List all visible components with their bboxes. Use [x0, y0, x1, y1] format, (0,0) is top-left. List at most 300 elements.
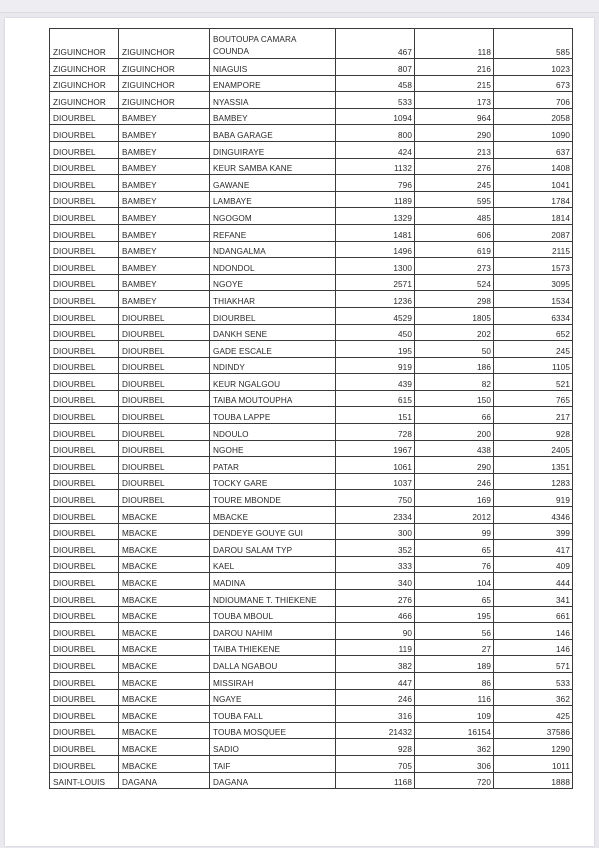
count-b-cell: 964 [415, 108, 494, 125]
count-b-cell: 606 [415, 224, 494, 241]
commune-cell: DAROU NAHIM [210, 623, 336, 640]
table-row [50, 490, 573, 507]
department-cell: BAMBEY [119, 241, 210, 258]
table-row [50, 341, 573, 358]
count-a-cell: 151 [336, 407, 415, 424]
commune-cell: DANKH SENE [210, 324, 336, 341]
count-a-cell: 705 [336, 755, 415, 772]
total-cell: 409 [494, 556, 573, 573]
count-a-cell: 1061 [336, 457, 415, 474]
table-row [50, 75, 573, 92]
commune-cell: DENDEYE GOUYE GUI [210, 523, 336, 540]
commune-cell: TOURE MBONDE [210, 490, 336, 507]
count-a-cell: 800 [336, 125, 415, 142]
count-b-cell: 215 [415, 75, 494, 92]
count-a-cell: 4529 [336, 307, 415, 324]
table-row [50, 507, 573, 524]
count-a-cell: 424 [336, 141, 415, 158]
count-a-cell: 447 [336, 672, 415, 689]
table-row [50, 390, 573, 407]
commune-cell: DINGUIRAYE [210, 141, 336, 158]
commune-cell: NDOULO [210, 424, 336, 441]
total-cell: 146 [494, 623, 573, 640]
commune-cell: TOCKY GARE [210, 473, 336, 490]
department-cell: MBACKE [119, 507, 210, 524]
table-row [50, 92, 573, 109]
count-b-cell: 186 [415, 357, 494, 374]
total-cell: 533 [494, 672, 573, 689]
region-cell: DIOURBEL [50, 623, 119, 640]
commune-cell: KEUR NGALGOU [210, 374, 336, 391]
table-row [50, 224, 573, 241]
region-cell: DIOURBEL [50, 523, 119, 540]
department-cell: BAMBEY [119, 224, 210, 241]
count-b-cell: 65 [415, 590, 494, 607]
commune-cell: NGOHE [210, 440, 336, 457]
commune-cell: DIOURBEL [210, 307, 336, 324]
count-b-cell: 306 [415, 755, 494, 772]
count-a-cell: 928 [336, 739, 415, 756]
commune-cell: NDONDOL [210, 258, 336, 275]
commune-cell: NGOGOM [210, 208, 336, 225]
count-a-cell: 195 [336, 341, 415, 358]
total-cell: 928 [494, 424, 573, 441]
count-b-cell: 619 [415, 241, 494, 258]
count-a-cell: 21432 [336, 722, 415, 739]
region-cell: DIOURBEL [50, 258, 119, 275]
count-a-cell: 2334 [336, 507, 415, 524]
commune-cell: REFANE [210, 224, 336, 241]
table-row [50, 175, 573, 192]
region-cell: DIOURBEL [50, 689, 119, 706]
table-row [50, 59, 573, 76]
region-cell: DIOURBEL [50, 590, 119, 607]
department-cell: DIOURBEL [119, 457, 210, 474]
total-cell: 4346 [494, 507, 573, 524]
commune-cell: KEUR SAMBA KANE [210, 158, 336, 175]
total-cell: 444 [494, 573, 573, 590]
total-cell: 417 [494, 540, 573, 557]
count-a-cell: 1481 [336, 224, 415, 241]
department-cell: DIOURBEL [119, 357, 210, 374]
department-cell: ZIGUINCHOR [119, 92, 210, 109]
commune-cell: MBACKE [210, 507, 336, 524]
count-b-cell: 16154 [415, 722, 494, 739]
commune-label: BOUTOUPA CAMARA COUNDA [213, 35, 297, 56]
table-row [50, 191, 573, 208]
department-cell: MBACKE [119, 556, 210, 573]
department-cell: MBACKE [119, 573, 210, 590]
count-b-cell: 216 [415, 59, 494, 76]
region-cell: DIOURBEL [50, 639, 119, 656]
table-row [50, 141, 573, 158]
department-cell: MBACKE [119, 590, 210, 607]
region-cell: DIOURBEL [50, 374, 119, 391]
count-a-cell: 316 [336, 706, 415, 723]
total-cell: 706 [494, 92, 573, 109]
table-row [50, 158, 573, 175]
table-row [50, 672, 573, 689]
count-a-cell: 300 [336, 523, 415, 540]
department-cell: MBACKE [119, 672, 210, 689]
department-cell: BAMBEY [119, 141, 210, 158]
table-row [50, 258, 573, 275]
region-cell: DIOURBEL [50, 341, 119, 358]
commune-cell: SADIO [210, 739, 336, 756]
department-cell: BAMBEY [119, 191, 210, 208]
department-cell: DIOURBEL [119, 390, 210, 407]
department-cell: BAMBEY [119, 158, 210, 175]
count-a-cell: 90 [336, 623, 415, 640]
department-cell: DIOURBEL [119, 374, 210, 391]
table-row [50, 540, 573, 557]
commune-cell: THIAKHAR [210, 291, 336, 308]
total-cell: 1573 [494, 258, 573, 275]
department-cell: DIOURBEL [119, 473, 210, 490]
commune-cell: NDANGALMA [210, 241, 336, 258]
count-b-cell: 595 [415, 191, 494, 208]
table-row [50, 556, 573, 573]
count-a-cell: 1189 [336, 191, 415, 208]
total-cell: 1408 [494, 158, 573, 175]
department-cell: BAMBEY [119, 108, 210, 125]
region-cell: DIOURBEL [50, 556, 119, 573]
total-cell: 6334 [494, 307, 573, 324]
count-b-cell: 290 [415, 125, 494, 142]
commune-cell: NYASSIA [210, 92, 336, 109]
count-b-cell: 273 [415, 258, 494, 275]
total-cell: 2058 [494, 108, 573, 125]
commune-cell: NGOYE [210, 274, 336, 291]
table-row [50, 772, 573, 789]
commune-cell: KAEL [210, 556, 336, 573]
department-cell: MBACKE [119, 639, 210, 656]
total-cell: 217 [494, 407, 573, 424]
table-row [50, 739, 573, 756]
commune-cell: TOUBA MOSQUEE [210, 722, 336, 739]
commune-cell: TAIBA THIEKENE [210, 639, 336, 656]
region-cell: DIOURBEL [50, 141, 119, 158]
commune-cell: MISSIRAH [210, 672, 336, 689]
table-row [50, 639, 573, 656]
total-cell: 146 [494, 639, 573, 656]
region-cell: DIOURBEL [50, 507, 119, 524]
department-cell: BAMBEY [119, 274, 210, 291]
department-cell: DIOURBEL [119, 440, 210, 457]
total-cell: 245 [494, 341, 573, 358]
table-row [50, 291, 573, 308]
region-cell: DIOURBEL [50, 440, 119, 457]
count-a-cell: 1037 [336, 473, 415, 490]
count-a-cell: 333 [336, 556, 415, 573]
table-row [50, 440, 573, 457]
count-a-cell: 246 [336, 689, 415, 706]
commune-cell: NDIOUMANE T. THIEKENE [210, 590, 336, 607]
department-cell: MBACKE [119, 706, 210, 723]
table-row [50, 706, 573, 723]
department-cell: MBACKE [119, 540, 210, 557]
commune-cell: TOUBA LAPPE [210, 407, 336, 424]
table-row [50, 108, 573, 125]
commune-cell: DALLA NGABOU [210, 656, 336, 673]
region-cell: DIOURBEL [50, 424, 119, 441]
count-a-cell: 796 [336, 175, 415, 192]
department-cell: DAGANA [119, 772, 210, 789]
count-b-cell: 118 [415, 29, 494, 59]
region-cell: DIOURBEL [50, 407, 119, 424]
commune-cell: DAROU SALAM TYP [210, 540, 336, 557]
region-cell: DIOURBEL [50, 357, 119, 374]
table-row [50, 424, 573, 441]
results-table [49, 28, 573, 789]
count-a-cell: 119 [336, 639, 415, 656]
total-cell: 1011 [494, 755, 573, 772]
region-cell: ZIGUINCHOR [50, 29, 119, 59]
count-a-cell: 1967 [336, 440, 415, 457]
count-b-cell: 86 [415, 672, 494, 689]
commune-cell: BAMBEY [210, 108, 336, 125]
total-cell: 919 [494, 490, 573, 507]
count-a-cell: 533 [336, 92, 415, 109]
count-a-cell: 615 [336, 390, 415, 407]
count-b-cell: 438 [415, 440, 494, 457]
count-b-cell: 50 [415, 341, 494, 358]
commune-cell: NIAGUIS [210, 59, 336, 76]
count-b-cell: 245 [415, 175, 494, 192]
total-cell: 1534 [494, 291, 573, 308]
department-cell: BAMBEY [119, 291, 210, 308]
commune-cell: NGAYE [210, 689, 336, 706]
viewer-top-bar [0, 0, 599, 13]
department-cell: ZIGUINCHOR [119, 29, 210, 59]
count-a-cell: 340 [336, 573, 415, 590]
count-a-cell: 1329 [336, 208, 415, 225]
region-cell: DIOURBEL [50, 125, 119, 142]
count-b-cell: 76 [415, 556, 494, 573]
count-a-cell: 1168 [336, 772, 415, 789]
commune-cell [210, 29, 336, 59]
count-a-cell: 352 [336, 540, 415, 557]
count-a-cell: 919 [336, 357, 415, 374]
total-cell: 362 [494, 689, 573, 706]
commune-cell: TAIBA MOUTOUPHA [210, 390, 336, 407]
total-cell: 1023 [494, 59, 573, 76]
count-a-cell: 750 [336, 490, 415, 507]
region-cell: DIOURBEL [50, 473, 119, 490]
department-cell: MBACKE [119, 739, 210, 756]
count-a-cell: 458 [336, 75, 415, 92]
count-b-cell: 150 [415, 390, 494, 407]
count-a-cell: 728 [336, 424, 415, 441]
region-cell: DIOURBEL [50, 191, 119, 208]
total-cell: 585 [494, 29, 573, 59]
table-row [50, 689, 573, 706]
count-a-cell: 2571 [336, 274, 415, 291]
count-a-cell: 276 [336, 590, 415, 607]
region-cell: DIOURBEL [50, 755, 119, 772]
count-b-cell: 362 [415, 739, 494, 756]
total-cell: 1814 [494, 208, 573, 225]
count-a-cell: 439 [336, 374, 415, 391]
table-row [50, 208, 573, 225]
count-b-cell: 99 [415, 523, 494, 540]
table-row [50, 374, 573, 391]
total-cell: 2405 [494, 440, 573, 457]
table-row [50, 590, 573, 607]
region-cell: ZIGUINCHOR [50, 59, 119, 76]
results-table-body [50, 29, 573, 789]
total-cell: 521 [494, 374, 573, 391]
commune-cell: ENAMPORE [210, 75, 336, 92]
table-row [50, 473, 573, 490]
total-cell: 2087 [494, 224, 573, 241]
region-cell: DIOURBEL [50, 208, 119, 225]
commune-cell: TOUBA MBOUL [210, 606, 336, 623]
count-a-cell: 467 [336, 29, 415, 59]
count-b-cell: 1805 [415, 307, 494, 324]
total-cell: 399 [494, 523, 573, 540]
table-row [50, 523, 573, 540]
total-cell: 661 [494, 606, 573, 623]
department-cell: MBACKE [119, 523, 210, 540]
count-b-cell: 66 [415, 407, 494, 424]
department-cell: DIOURBEL [119, 424, 210, 441]
count-a-cell: 1236 [336, 291, 415, 308]
region-cell: DIOURBEL [50, 457, 119, 474]
total-cell: 1290 [494, 739, 573, 756]
department-cell: MBACKE [119, 606, 210, 623]
region-cell: SAINT-LOUIS [50, 772, 119, 789]
department-cell: DIOURBEL [119, 490, 210, 507]
table-row [50, 324, 573, 341]
department-cell: DIOURBEL [119, 324, 210, 341]
department-cell: MBACKE [119, 623, 210, 640]
region-cell: DIOURBEL [50, 224, 119, 241]
count-b-cell: 524 [415, 274, 494, 291]
table-row [50, 357, 573, 374]
table-row [50, 623, 573, 640]
region-cell: DIOURBEL [50, 672, 119, 689]
total-cell: 637 [494, 141, 573, 158]
count-b-cell: 276 [415, 158, 494, 175]
region-cell: DIOURBEL [50, 540, 119, 557]
total-cell: 1090 [494, 125, 573, 142]
count-b-cell: 298 [415, 291, 494, 308]
total-cell: 1041 [494, 175, 573, 192]
table-row [50, 722, 573, 739]
count-b-cell: 213 [415, 141, 494, 158]
count-a-cell: 450 [336, 324, 415, 341]
commune-cell: DAGANA [210, 772, 336, 789]
count-b-cell: 195 [415, 606, 494, 623]
total-cell: 673 [494, 75, 573, 92]
count-a-cell: 382 [336, 656, 415, 673]
count-a-cell: 1300 [336, 258, 415, 275]
count-b-cell: 82 [415, 374, 494, 391]
region-cell: DIOURBEL [50, 307, 119, 324]
commune-cell: NDINDY [210, 357, 336, 374]
region-cell: DIOURBEL [50, 490, 119, 507]
count-a-cell: 807 [336, 59, 415, 76]
count-b-cell: 116 [415, 689, 494, 706]
commune-cell: BABA GARAGE [210, 125, 336, 142]
count-b-cell: 173 [415, 92, 494, 109]
count-b-cell: 200 [415, 424, 494, 441]
region-cell: ZIGUINCHOR [50, 75, 119, 92]
region-cell: DIOURBEL [50, 706, 119, 723]
table-row [50, 29, 573, 59]
commune-cell: GADE ESCALE [210, 341, 336, 358]
region-cell: DIOURBEL [50, 241, 119, 258]
total-cell: 425 [494, 706, 573, 723]
total-cell: 765 [494, 390, 573, 407]
count-b-cell: 56 [415, 623, 494, 640]
region-cell: DIOURBEL [50, 739, 119, 756]
table-row [50, 755, 573, 772]
total-cell: 37586 [494, 722, 573, 739]
region-cell: DIOURBEL [50, 274, 119, 291]
table-row [50, 241, 573, 258]
region-cell: DIOURBEL [50, 390, 119, 407]
count-b-cell: 2012 [415, 507, 494, 524]
table-row [50, 407, 573, 424]
table-row [50, 606, 573, 623]
region-cell: DIOURBEL [50, 108, 119, 125]
count-a-cell: 466 [336, 606, 415, 623]
count-b-cell: 104 [415, 573, 494, 590]
count-a-cell: 1094 [336, 108, 415, 125]
commune-cell: LAMBAYE [210, 191, 336, 208]
region-cell: DIOURBEL [50, 175, 119, 192]
department-cell: DIOURBEL [119, 407, 210, 424]
count-b-cell: 189 [415, 656, 494, 673]
table-row [50, 125, 573, 142]
count-b-cell: 485 [415, 208, 494, 225]
commune-cell: TAIF [210, 755, 336, 772]
count-b-cell: 246 [415, 473, 494, 490]
count-b-cell: 65 [415, 540, 494, 557]
region-cell: DIOURBEL [50, 722, 119, 739]
count-b-cell: 290 [415, 457, 494, 474]
region-cell: DIOURBEL [50, 656, 119, 673]
region-cell: DIOURBEL [50, 158, 119, 175]
commune-cell: MADINA [210, 573, 336, 590]
total-cell: 1351 [494, 457, 573, 474]
total-cell: 3095 [494, 274, 573, 291]
count-b-cell: 27 [415, 639, 494, 656]
department-cell: MBACKE [119, 656, 210, 673]
region-cell: DIOURBEL [50, 324, 119, 341]
department-cell: BAMBEY [119, 208, 210, 225]
region-cell: DIOURBEL [50, 573, 119, 590]
department-cell: DIOURBEL [119, 307, 210, 324]
department-cell: MBACKE [119, 755, 210, 772]
department-cell: MBACKE [119, 689, 210, 706]
count-b-cell: 109 [415, 706, 494, 723]
department-cell: ZIGUINCHOR [119, 59, 210, 76]
department-cell: ZIGUINCHOR [119, 75, 210, 92]
total-cell: 652 [494, 324, 573, 341]
region-cell: DIOURBEL [50, 606, 119, 623]
department-cell: BAMBEY [119, 175, 210, 192]
count-a-cell: 1132 [336, 158, 415, 175]
total-cell: 1105 [494, 357, 573, 374]
total-cell: 1784 [494, 191, 573, 208]
total-cell: 1888 [494, 772, 573, 789]
department-cell: BAMBEY [119, 258, 210, 275]
department-cell: DIOURBEL [119, 341, 210, 358]
count-b-cell: 202 [415, 324, 494, 341]
